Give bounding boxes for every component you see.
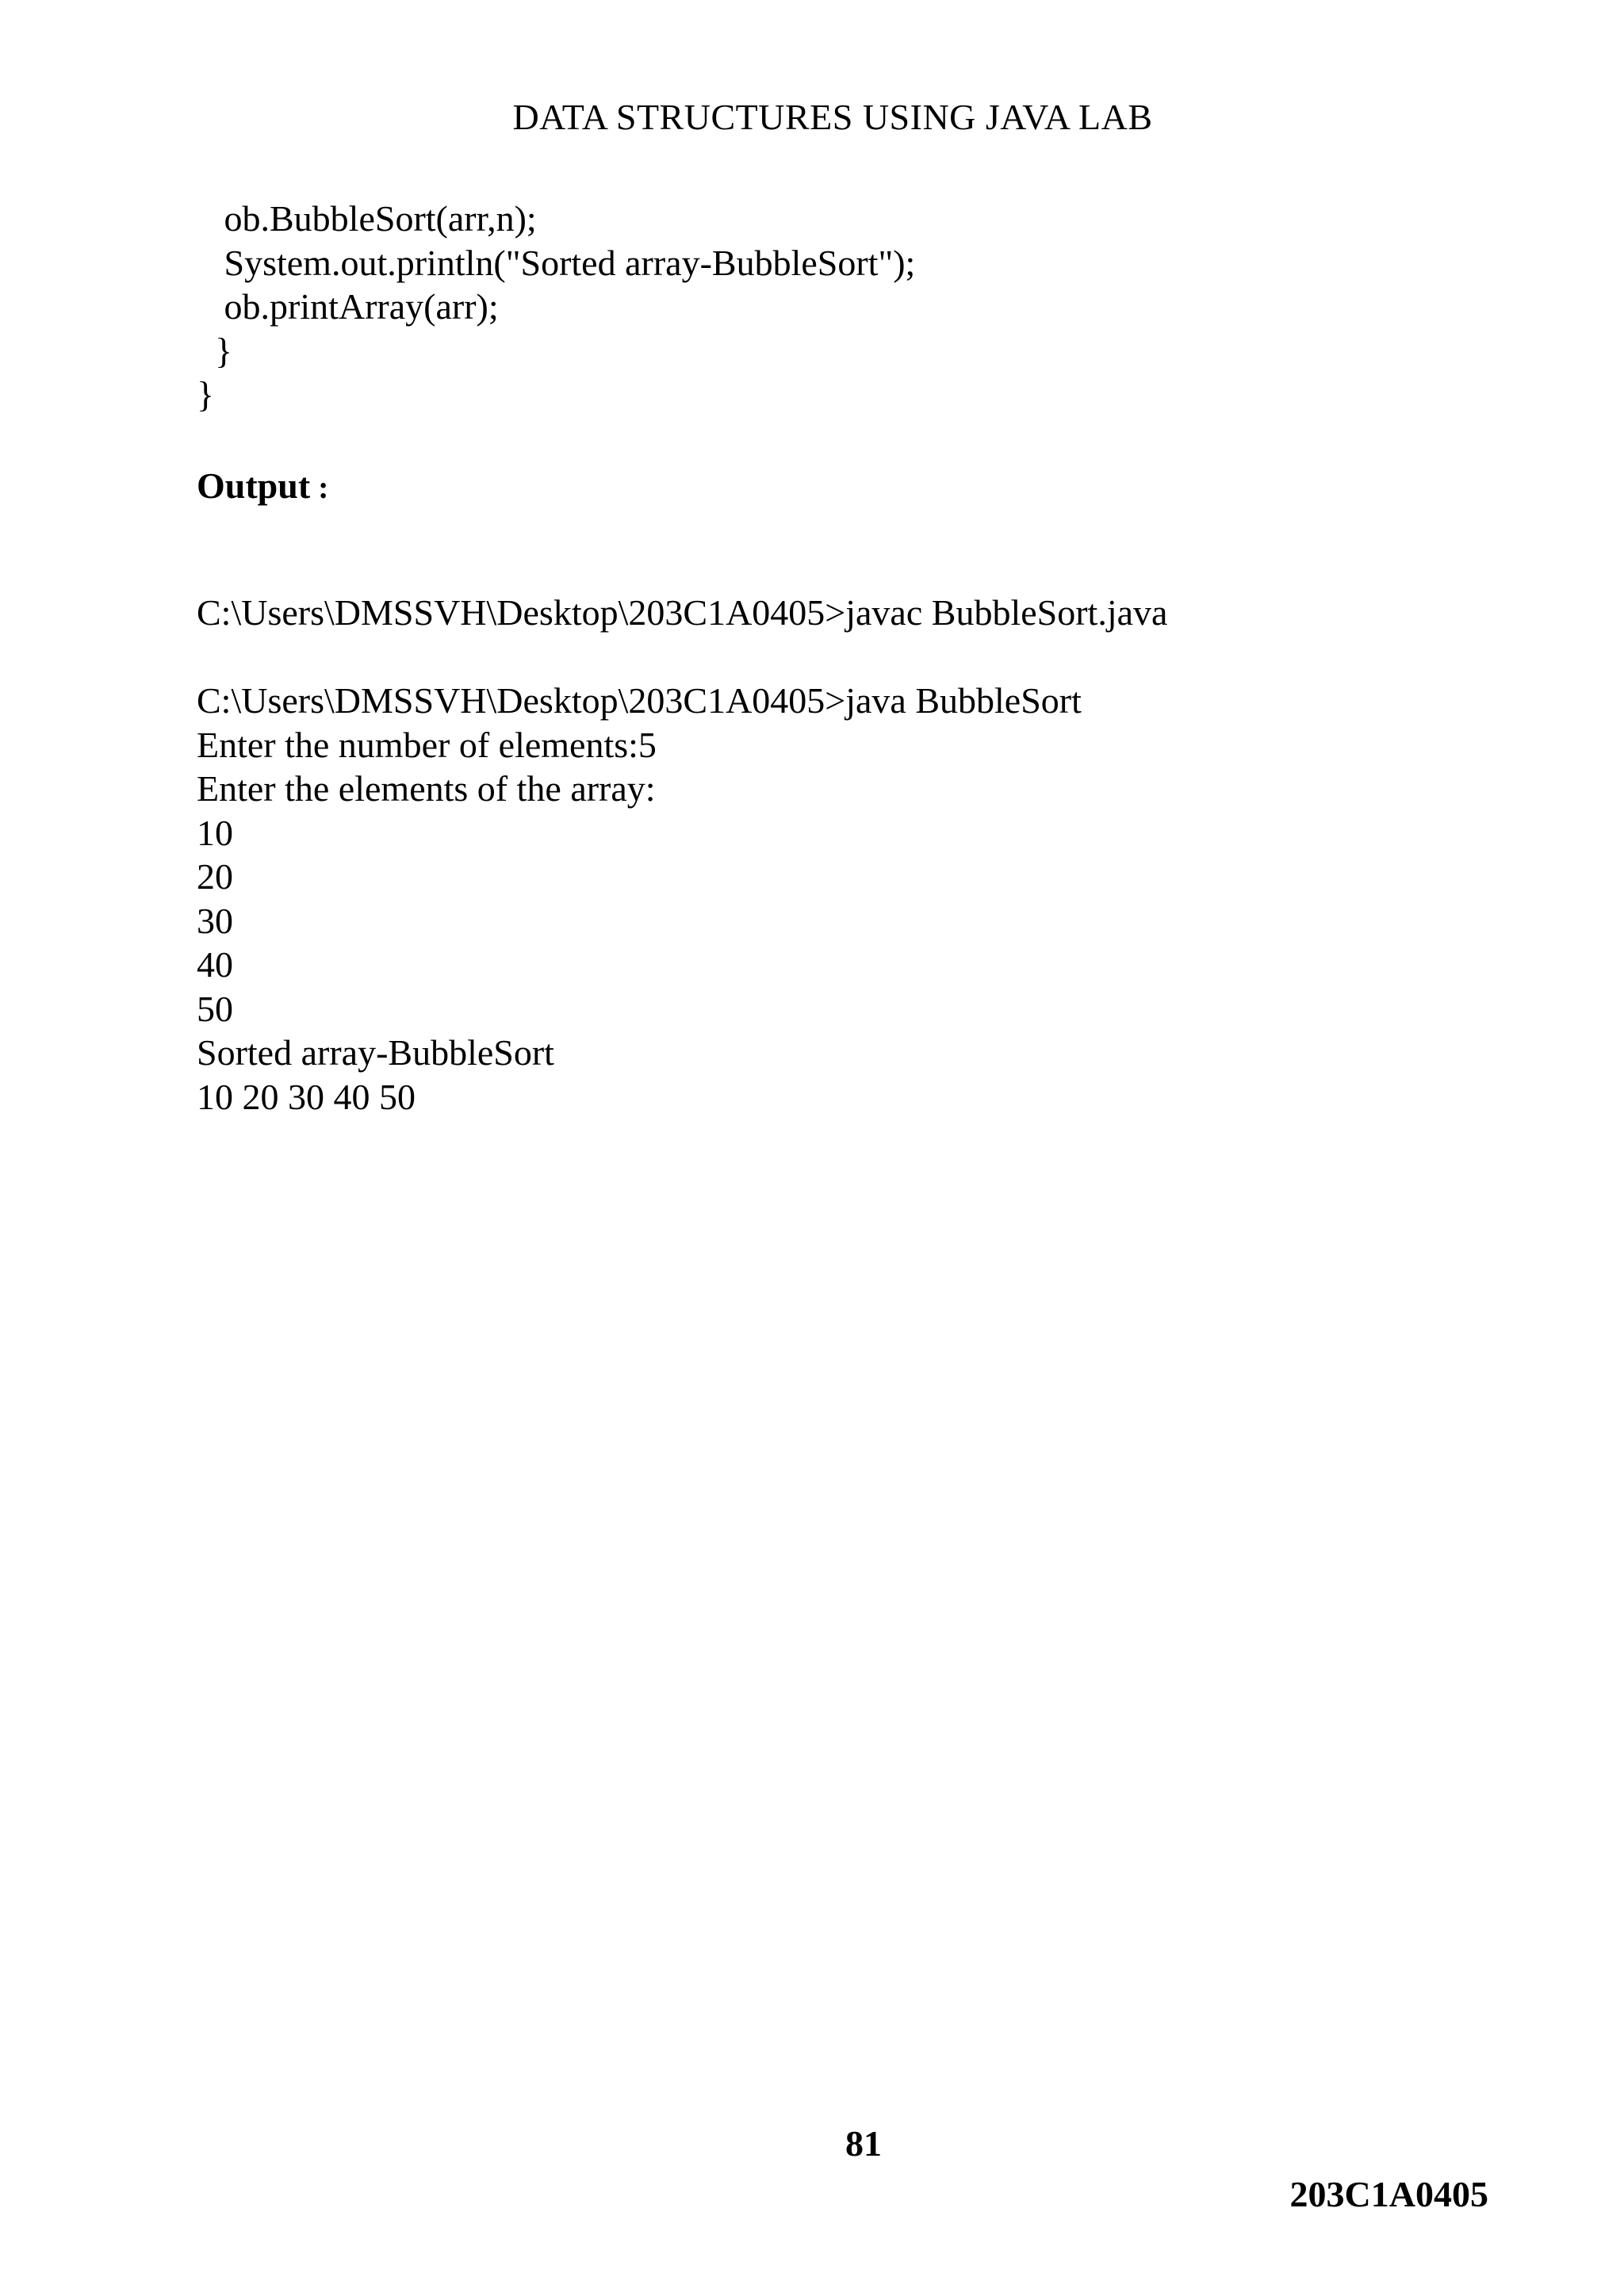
console-line: 10 20 30 40 50	[197, 1076, 416, 1117]
console-line: 50	[197, 988, 233, 1029]
code-line: System.out.println("Sorted array-BubbleSort");	[197, 242, 916, 283]
code-snippet	[197, 197, 915, 417]
code-line: ob.printArray(arr);	[197, 286, 499, 327]
console-line: 40	[197, 944, 233, 985]
console-line: Enter the number of elements:5	[197, 724, 657, 765]
output-heading-text: Output	[197, 465, 311, 506]
compile-command-line: C:\Users\DMSSVH\Desktop\203C1A0405>javac BubbleSort.java	[197, 592, 1168, 633]
console-line: 30	[197, 900, 233, 941]
console-output	[197, 591, 1167, 1119]
roll-number: 203C1A0405	[1289, 2174, 1488, 2214]
output-heading-colon: :	[310, 469, 329, 505]
console-line: Sorted array-BubbleSort	[197, 1032, 554, 1073]
console-line: 20	[197, 856, 233, 897]
console-line: 10	[197, 812, 233, 853]
page-header-title: DATA STRUCTURES USING JAVA LAB	[512, 97, 1153, 137]
code-line: }	[197, 374, 215, 415]
code-line: ob.BubbleSort(arr,n);	[197, 198, 537, 239]
console-line: Enter the elements of the array:	[197, 768, 656, 809]
code-line: }	[197, 330, 233, 371]
console-blank-line	[197, 635, 1167, 679]
page-number: 81	[845, 2123, 882, 2164]
run-command-line: C:\Users\DMSSVH\Desktop\203C1A0405>java BubbleSort	[197, 680, 1082, 721]
output-heading	[197, 462, 329, 511]
